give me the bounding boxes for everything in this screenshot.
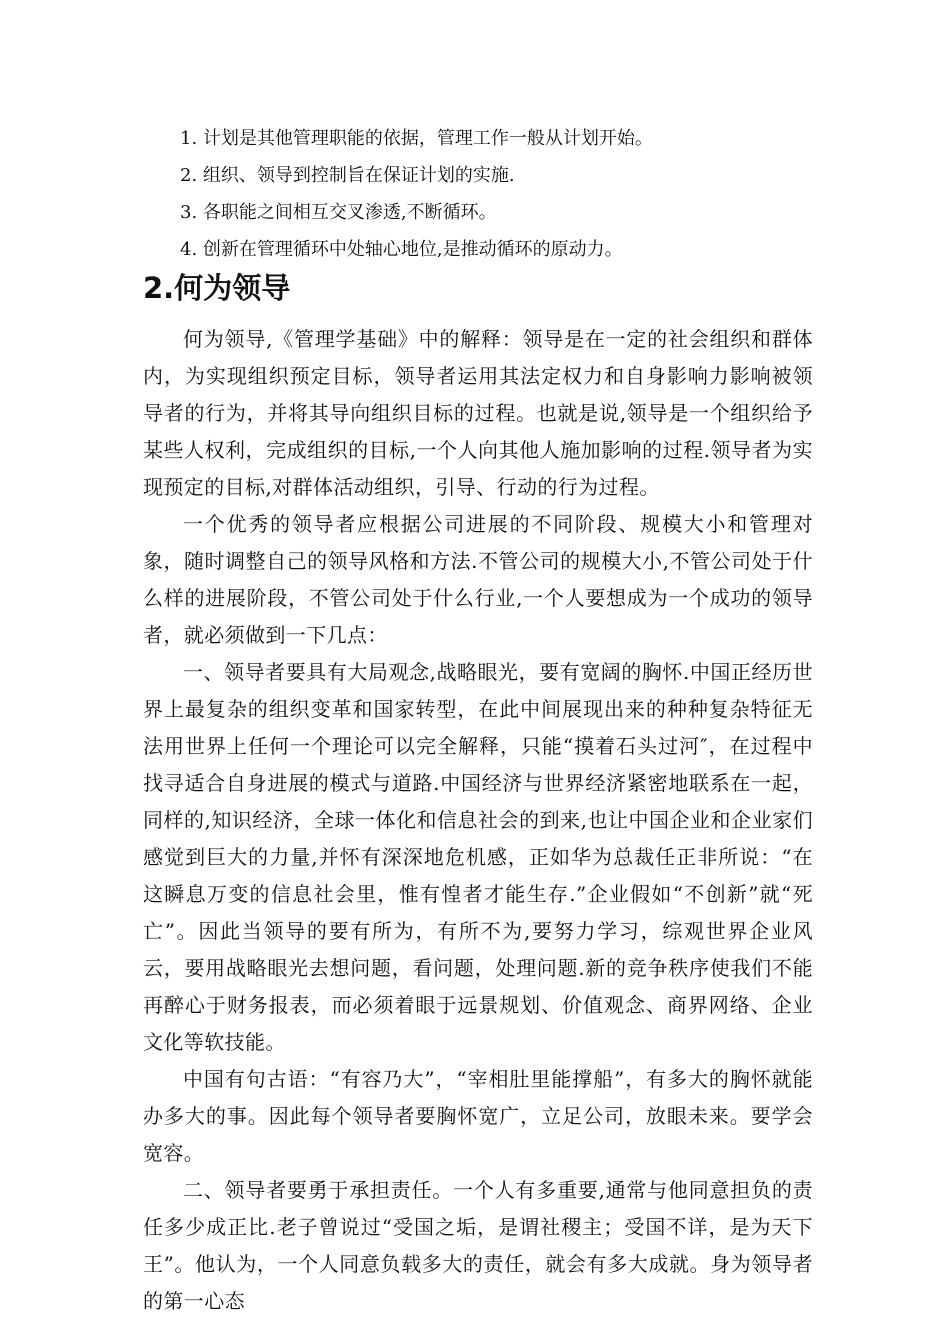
paragraph: 一个优秀的领导者应根据公司进展的不同阶段、规模大小和管理对象，随时调整自己的领导风格和方法.不管公司的规模大小,不管公司处于什么样的进展阶段，不管公司处于什么行业,一个人要想成为一个成功的领导者，就必须做到一下几点： [143,512,813,647]
section-heading: 2.何为领导 [143,271,291,305]
paragraph: 何为领导,《管理学基础》中的解释：领导是在一定的社会组织和群体内，为实现组织预定目标，领导者运用其法定权力和自身影响力影响被领导者的行为，并将其导向组织目标的过程。也就是说,领导是一个组织给予某些人权利，完成组织的目标,一个人向其他人施加影响的过程.领导者为实现预定的目标,对群体活动组织，引导、行动的行为过程。 [143,327,813,499]
paragraph: 一、领导者要具有大局观念,战略眼光，要有宽阔的胸怀.中国正经历世界上最复杂的组织变革和国家转型，在此中间展现出来的种种复杂特征无法用世界上任何一个理论可以完全解释，只能“摸着石头过河″，在过程中找寻适合自身进展的模式与道路.中国经济与世界经济紧密地联系在一起，同样的,知识经济，全球一体化和信息社会的到来,也让中国企业和企业家们感觉到巨大的力量,并怀有深深地危机感，正如华为总裁任正非所说：“在这瞬息万变的信息社会里，惟有惶者才能生存.”企业假如“不创新”就“死亡”。因此当领导的要有所为，有所不为,要努力学习，综观世界企业风云，要用战略眼光去想问题，看问题，处理问题.新的竞争秩序使我们不能再醉心于财务报表，而必须着眼于远景规划、价值观念、商界网络、企业文化等软技能。 [143,660,813,1054]
paragraph: 二、领导者要勇于承担责任。一个人有多重要,通常与他同意担负的责任多少成正比.老子曾说过“受国之垢，是谓社稷主；受国不详，是为天下王”。他认为，一个人同意负载多大的责任，就会有多大成就。身为领导者的第一心态 [143,1178,813,1313]
numbered-list [180,120,820,268]
list-item: 3. 各职能之间相互交叉渗透,不断循环。 [180,202,497,223]
list-item: 2. 组织、领导到控制旨在保证计划的实施. [180,165,515,186]
list-item: 4. 创新在管理循环中处轴心地位,是推动循环的原动力。 [180,239,623,260]
section-body [143,321,813,1320]
paragraph: 中国有句古语：“有容乃大”，“宰相肚里能撑船”，有多大的胸怀就能办多大的事。因此每个领导者要胸怀宽广，立足公司，放眼未来。要学会宽容。 [143,1067,813,1165]
list-item: 1. 计划是其他管理职能的依据，管理工作一般从计划开始。 [180,128,653,149]
